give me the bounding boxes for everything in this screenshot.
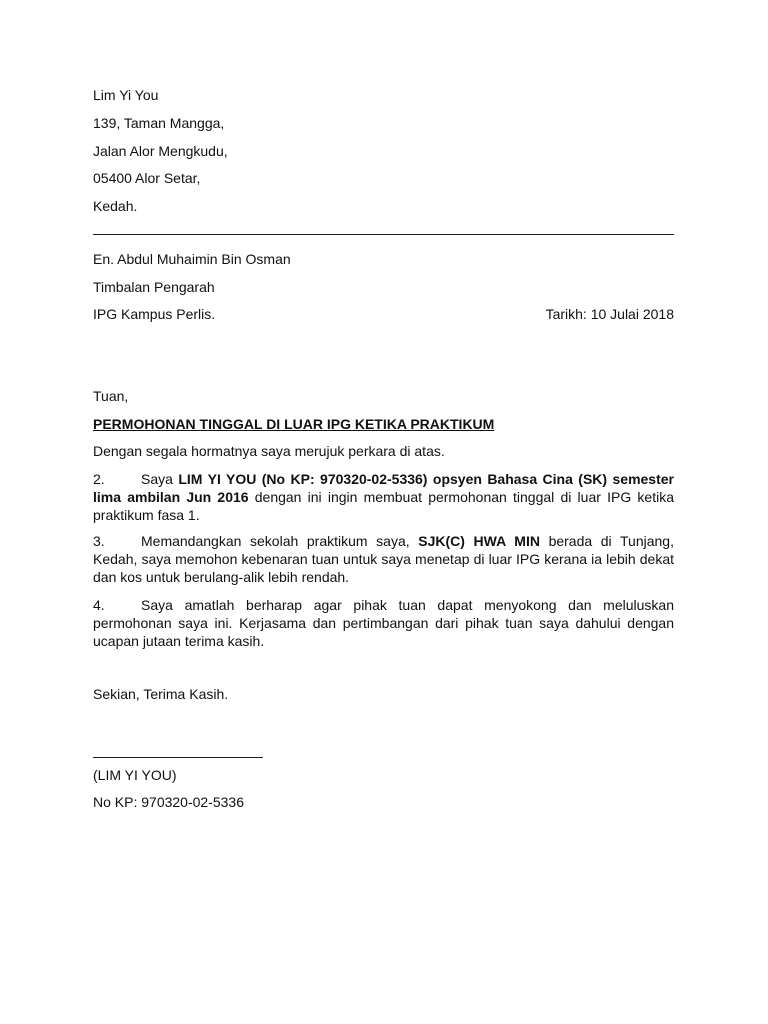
recipient-org: IPG Kampus Perlis. bbox=[93, 306, 216, 322]
sender-name: Lim Yi You bbox=[93, 87, 159, 103]
signature-name: (LIM YI YOU) bbox=[93, 767, 177, 783]
paragraph-4-text: Saya amatlah berharap agar pihak tuan dapat menyokong dan meluluskan permohonan saya ini. Kerjasama dan pertimbangan dari pihak tuan saya dahului dengan ucapan jutaan terima kasih. bbox=[93, 597, 674, 649]
paragraph-2-post: dengan ini ingin membuat permohonan tinggal di luar IPG ketika praktikum fasa 1. bbox=[93, 489, 674, 523]
paragraph-2 bbox=[93, 470, 674, 524]
sender-address-line-4: Kedah. bbox=[93, 198, 138, 214]
paragraph-4-number: 4. bbox=[93, 597, 105, 613]
paragraph-3-bold: SJK(C) HWA MIN bbox=[418, 533, 540, 549]
salutation: Tuan, bbox=[93, 388, 129, 404]
header-divider bbox=[93, 234, 674, 235]
closing: Sekian, Terima Kasih. bbox=[93, 686, 229, 702]
paragraph-4 bbox=[93, 596, 674, 650]
paragraph-2-pre: Saya bbox=[141, 471, 179, 487]
signature-ic: No KP: 970320-02-5336 bbox=[93, 794, 244, 810]
paragraph-3-post: berada di Tunjang, Kedah, saya memohon kebenaran tuan untuk saya menetap di luar IPG kerana ia lebih dekat dan kos untuk berulang-alik lebih rendah. bbox=[93, 533, 674, 585]
recipient-name: En. Abdul Muhaimin Bin Osman bbox=[93, 251, 291, 267]
paragraph-2-number: 2. bbox=[93, 471, 105, 487]
sender-address-line-2: Jalan Alor Mengkudu, bbox=[93, 143, 228, 159]
paragraph-3 bbox=[93, 532, 674, 586]
recipient-title: Timbalan Pengarah bbox=[93, 279, 215, 295]
letter-date: Tarikh: 10 Julai 2018 bbox=[545, 306, 674, 322]
subject-line: PERMOHONAN TINGGAL DI LUAR IPG KETIKA PRAKTIKUM bbox=[93, 416, 495, 432]
sender-address-line-3: 05400 Alor Setar, bbox=[93, 170, 201, 186]
paragraph-3-pre: Memandangkan sekolah praktikum saya, bbox=[141, 533, 419, 549]
sender-address-line-1: 139, Taman Mangga, bbox=[93, 115, 225, 131]
paragraph-3-number: 3. bbox=[93, 533, 105, 549]
paragraph-2-bold: LIM YI YOU (No KP: 970320-02-5336) opsyen Bahasa Cina (SK) semester lima ambilan Jun 2016 bbox=[93, 471, 674, 505]
intro-paragraph: Dengan segala hormatnya saya merujuk perkara di atas. bbox=[93, 443, 445, 459]
signature-line bbox=[93, 757, 263, 758]
